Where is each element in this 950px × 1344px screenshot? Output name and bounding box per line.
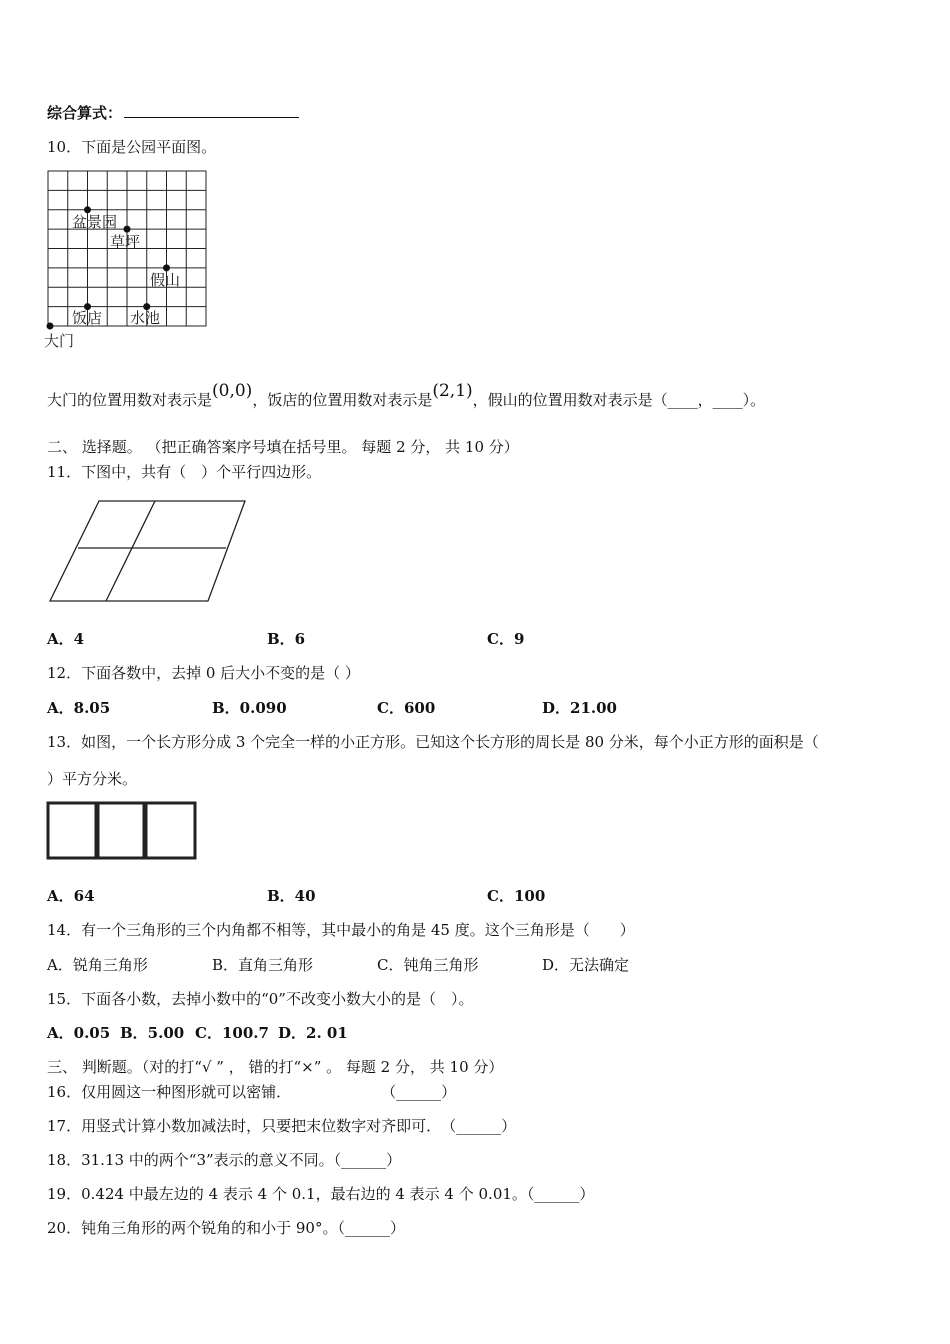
section-2-heading: 二、 选择题。 （把正确答案序号填在括号里。 每题 2 分， 共 10 分） [47,438,519,456]
q13-stem-line2: ）平方分米。 [47,770,138,788]
q15-option-d[interactable]: D．2. 01 [278,1024,348,1042]
q15-option-b[interactable]: B．5.00 [120,1024,185,1042]
parallelogram-figure [45,495,255,607]
q20-statement: 20．钝角三角形的两个锐角的和小于 90°。（______） [47,1219,405,1237]
q10-question: 大门的位置用数对表示是(0,0)，饭店的位置用数对表示是(2,1)，假山的位置用数对表示是（____，____）。 [47,381,766,409]
q12-option-a[interactable]: A．8.05 [47,699,111,717]
q14-option-d[interactable]: D．无法确定 [542,956,630,974]
q9-label: 综合算式： [47,103,299,123]
q15-option-a[interactable]: A．0.05 [47,1024,111,1042]
coord-fandian: (2,1) [432,381,473,401]
label-penjing: 盆景园 [72,213,118,231]
q11-option-c[interactable]: C．9 [487,630,525,648]
q13-option-c[interactable]: C．100 [487,887,546,905]
q11-stem: 11．下图中，共有（ ）个平行四边形。 [47,463,322,481]
label-damen: 大门 [44,332,75,350]
q13-stem-line1: 13．如图，一个长方形分成 3 个完全一样的小正方形。已知这个长方形的周长是 80 分米，每个小正方形的面积是（ [47,733,819,751]
section-3-heading: 三、 判断题。（对的打“√ ” ， 错的打“×” 。 每题 2 分， 共 10 分） [47,1058,504,1076]
point-damen [47,323,54,330]
label-fandian: 饭店 [72,309,103,327]
q12-option-c[interactable]: C．600 [377,699,436,717]
q14-stem: 14．有一个三角形的三个内角都不相等，其中最小的角是 45 度。这个三角形是（ ） [47,921,635,939]
q14-option-c[interactable]: C．钝角三角形 [377,956,479,974]
q13-option-a[interactable]: A．64 [47,887,95,905]
q17-statement: 17．用竖式计算小数加减法时，只要把末位数字对齐即可． （______） [47,1117,517,1135]
q12-option-d[interactable]: D．21.00 [542,699,617,717]
q11-option-b[interactable]: B．6 [267,630,306,648]
q12-option-b[interactable]: B．0.090 [212,699,287,717]
q18-statement: 18．31.13 中的两个“3”表示的意义不同。（______） [47,1151,402,1169]
park-map-grid [40,165,220,355]
answer-blank[interactable] [124,103,299,118]
label-shuichi: 水池 [130,309,161,327]
q10-stem: 10．下面是公园平面图。 [47,138,217,156]
q14-option-a[interactable]: A．锐角三角形 [47,956,148,974]
q15-stem: 15．下面各小数，去掉小数中的“0”不改变小数大小的是（ ）。 [47,990,474,1008]
coord-damen: (0,0) [212,381,253,401]
label-caoping: 草坪 [110,233,141,251]
q12-stem: 12．下面各数中，去掉 0 后大小不变的是（ ） [47,664,360,682]
q15-option-c[interactable]: C．100.7 [195,1024,269,1042]
point-caoping [124,226,131,233]
q14-option-b[interactable]: B．直角三角形 [212,956,314,974]
q19-statement: 19．0.424 中最左边的 4 表示 4 个 0.1，最右边的 4 表示 4 个 0.01。（______） [47,1185,595,1203]
three-squares-figure [45,800,200,862]
q16-statement: 16．仅用圆这一种图形就可以密铺． （______） [47,1083,457,1101]
label-jiashan: 假山 [150,271,181,289]
q11-option-a[interactable]: A．4 [47,630,85,648]
q13-option-b[interactable]: B．40 [267,887,316,905]
